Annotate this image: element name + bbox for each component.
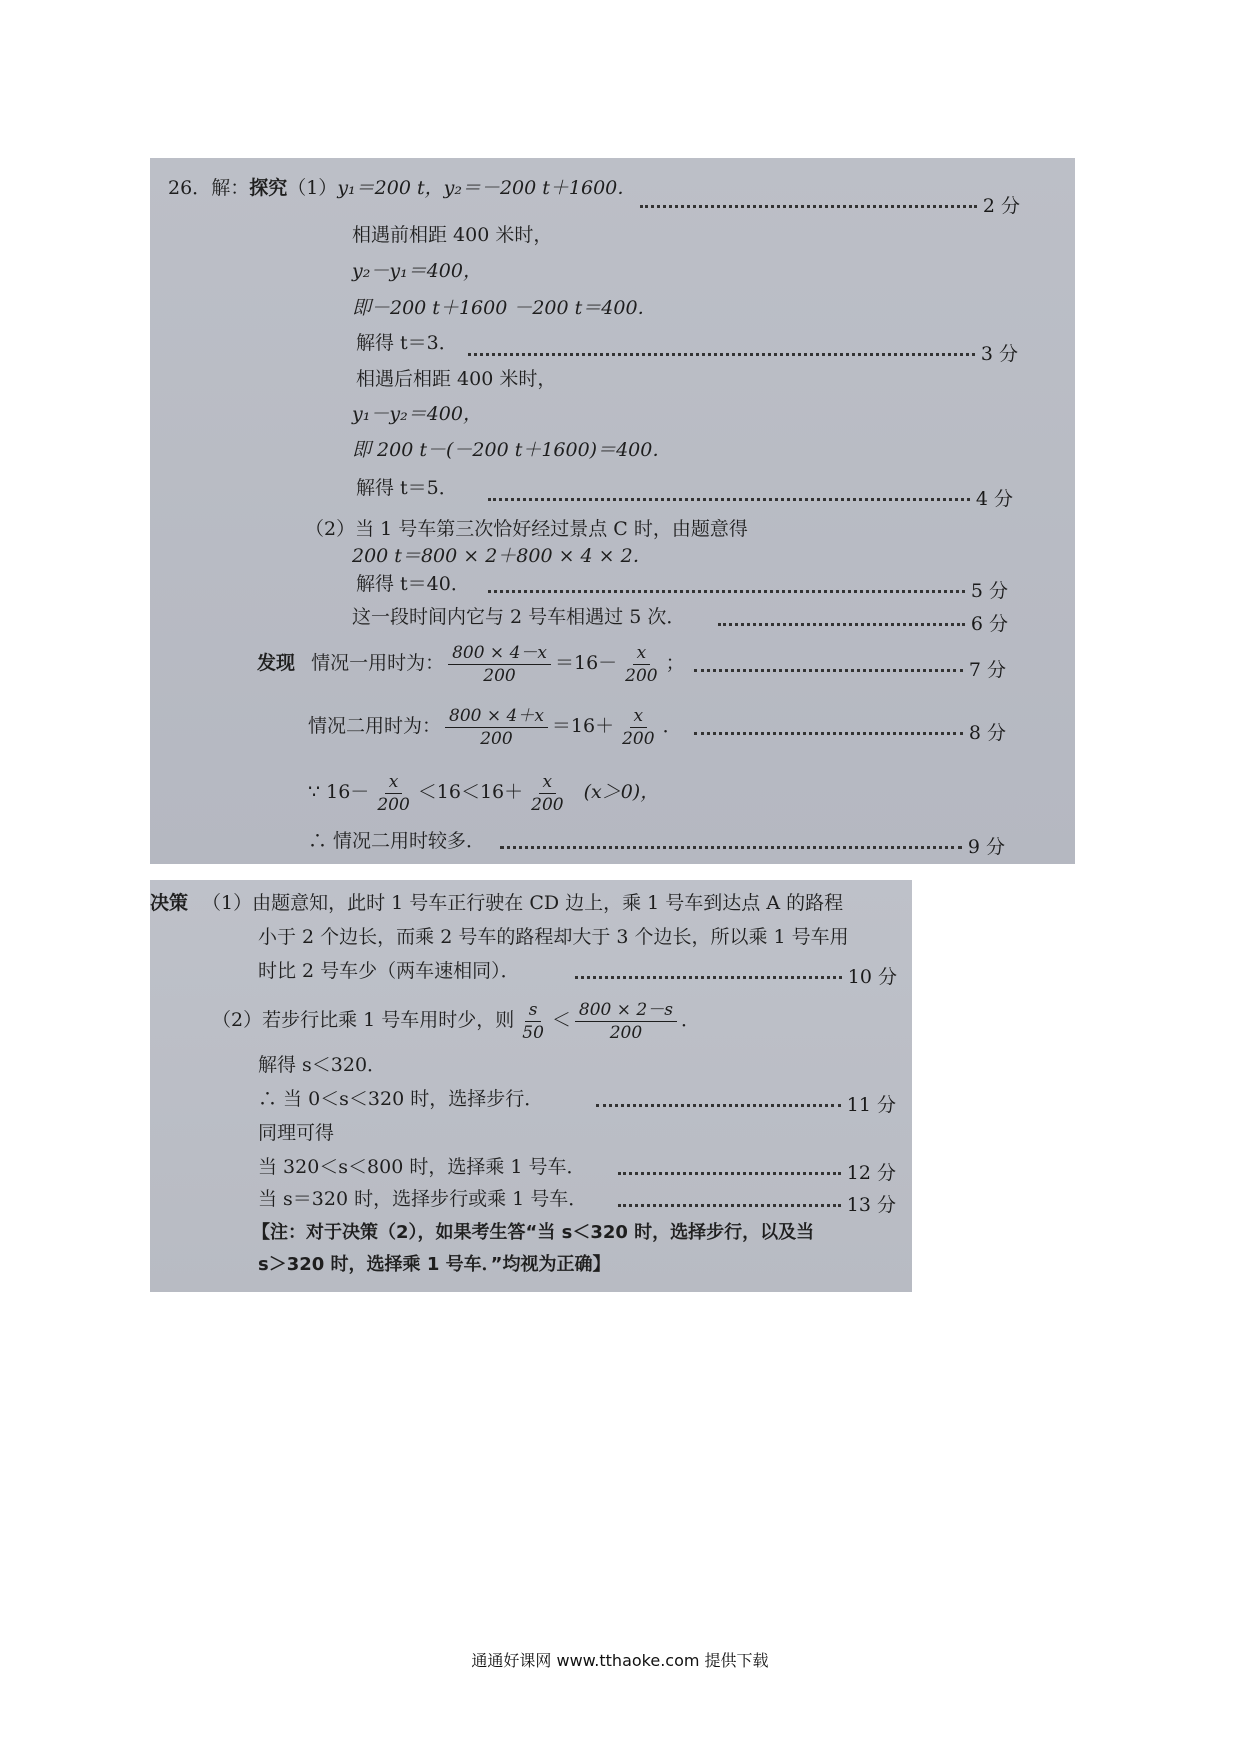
fraction: $\frac{x}{200}$ xyxy=(625,642,658,686)
decision-line-2: （2）若步行比乘 1 号车用时少，则 $\frac{s}{50}$ ＜ $\frac{800 \times 2-s}{200}$ ． xyxy=(212,999,700,1043)
section-juece: 决策 xyxy=(150,892,189,914)
fraction: $\frac{s}{50}$ xyxy=(522,999,544,1043)
case2-line: 情况二用时为： $\frac{800 \times 4+x}{200}$ ＝16＋ $\frac{x}{200}$ ． xyxy=(308,705,682,749)
conclusion-line: ∴ 情况二用时较多． xyxy=(308,830,486,852)
question-number: 26．解：探究（1）y₁＝200 t，y₂＝－200 t＋1600． xyxy=(168,177,637,199)
text-line: 同理可得 xyxy=(258,1122,335,1144)
score-line: 9 分 xyxy=(500,832,1005,858)
part1-equations: y₁＝200 t，y₂＝－200 t＋1600． xyxy=(337,177,637,199)
score-line: 5 分 xyxy=(488,576,1008,602)
text-line: 解得 t＝40． xyxy=(356,573,470,595)
score-line: 10 分 xyxy=(575,962,897,988)
score-line: 2 分 xyxy=(640,191,1020,217)
score-line: 4 分 xyxy=(488,484,1013,510)
text-line: 当 320＜s＜800 时，选择乘 1 号车． xyxy=(258,1156,586,1178)
fraction: $\frac{800 \times 4-x}{200}$ xyxy=(448,642,551,687)
text-line: 当 s＝320 时，选择步行或乘 1 号车． xyxy=(258,1188,588,1210)
score-line: 13 分 xyxy=(618,1190,896,1216)
text-line: 解得 t＝3． xyxy=(356,332,458,354)
equation-line: 即－200 t＋1600 －200 t＝400． xyxy=(352,297,657,319)
equation-line: 200 t＝800 × 2＋800 × 4 × 2． xyxy=(352,545,652,567)
inequality-line: ∵ 16－ $\frac{x}{200}$ ＜16＜16＋ $\frac{x}{200}$ (x＞0)， xyxy=(308,771,660,815)
text-line: 这一段时间内它与 2 号车相遇过 5 次． xyxy=(352,606,686,628)
page-footer: 通通好课网 www.tthaoke.com 提供下载 xyxy=(471,1651,769,1670)
equation-line: y₁－y₂＝400， xyxy=(352,403,482,425)
equation-line: 即 200 t－(－200 t＋1600)＝400． xyxy=(352,439,672,461)
fraction: $\frac{x}{200}$ xyxy=(622,705,655,749)
solution-photo-1 xyxy=(150,158,1075,864)
note-line: 【注：对于决策（2），如果考生答“当 s＜320 时，选择步行，以及当 xyxy=(252,1222,815,1243)
text-line: ∴ 当 0＜s＜320 时，选择步行． xyxy=(258,1088,544,1110)
decision-line-1: 决策 （1）由题意知，此时 1 号车正行驶在 CD 边上，乘 1 号车到达点 A 的路程 xyxy=(150,892,844,914)
score-line: 8 分 xyxy=(694,718,1006,744)
note-line: s＞320 时，选择乘 1 号车．”均视为正确】 xyxy=(258,1254,611,1275)
text-line: 相遇前相距 400 米时， xyxy=(352,224,553,246)
score-line: 11 分 xyxy=(596,1090,896,1116)
fraction: $\frac{800 \times 2-s}{200}$ xyxy=(575,999,677,1044)
score-line: 3 分 xyxy=(468,339,1018,365)
fraction: $\frac{x}{200}$ xyxy=(531,771,564,815)
case1-line: 发现 情况一用时为： $\frac{800 \times 4-x}{200}$ ＝16－ $\frac{x}{200}$ ； xyxy=(257,642,685,686)
text-line: 相遇后相距 400 米时， xyxy=(356,368,557,390)
score-line: 7 分 xyxy=(694,655,1006,681)
fraction: $\frac{x}{200}$ xyxy=(377,771,410,815)
text-line: 小于 2 个边长，而乘 2 号车的路程却大于 3 个边长，所以乘 1 号车用 xyxy=(258,926,849,948)
score-line: 12 分 xyxy=(618,1158,896,1184)
text-line: 解得 t＝5． xyxy=(356,477,458,499)
fraction: $\frac{800 \times 4+x}{200}$ xyxy=(445,705,548,750)
part2-heading: （2）当 1 号车第三次恰好经过景点 C 时，由题意得 xyxy=(305,518,748,540)
text-line: 时比 2 号车少（两车速相同）． xyxy=(258,960,520,982)
text-line: 解得 s＜320． xyxy=(258,1054,387,1076)
score-line: 6 分 xyxy=(718,609,1008,635)
equation-line: y₂－y₁＝400， xyxy=(352,260,482,282)
section-faxian: 发现 xyxy=(257,652,296,674)
section-tanjiu: 探究 xyxy=(249,177,288,199)
